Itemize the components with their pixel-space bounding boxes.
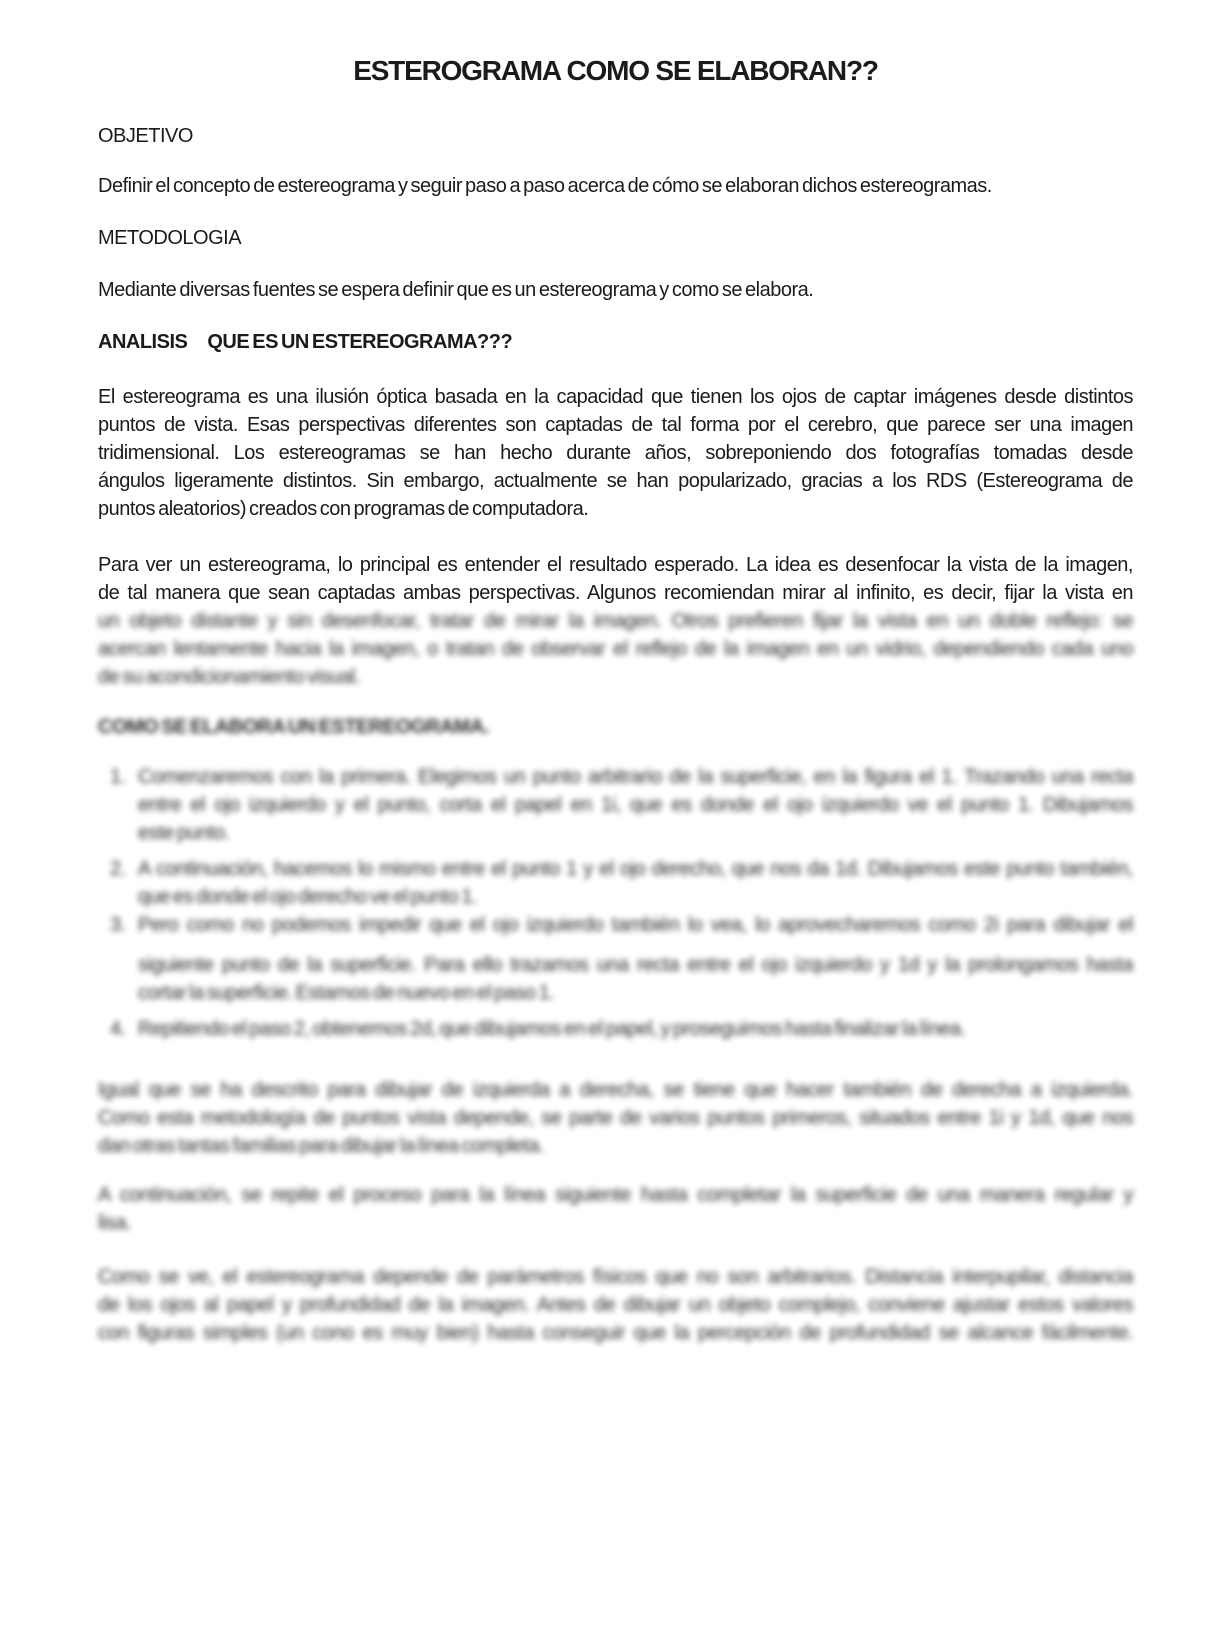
steps-list-blurred [98,763,1133,1043]
text-line: cortar la superficie. Estamos de nuevo en el paso 1. [138,982,555,1004]
text-line: con figuras simples (un cono es muy bien) hasta conseguir que la percepción de profundidad se alcance fácilmente. [98,1322,1133,1344]
text-line: Para ver un estereograma, lo principal es entender el resultado esperado. La idea es desenfocar la vista de la imagen, [98,554,1133,576]
list-item-text [138,763,1133,847]
list-item [98,911,1133,1007]
analisis-label: ANALISIS [98,331,188,353]
blurred-paragraph [98,1263,1133,1347]
text-line: ángulos ligeramente distintos. Sin embargo, actualmente se han popularizado, gracias a los RDS (Estereograma de [98,470,1133,492]
text-line: un objeto distante y sin desenfocar, tratar de mirar la imagen. Otros prefieren fijar la vista en un doble reflejo: se [98,610,1133,632]
list-item-text [138,911,1133,1007]
objetivo-heading: OBJETIVO [98,125,193,147]
list-item [98,855,1133,911]
text-line: Repitiendo el paso 2, obtenemos 2d, que dibujamos en el papel, y proseguimos hasta finalizar la línea. [138,1018,966,1040]
text-line: Como esta metodología de puntos vista depende, se parte de varios puntos primeros, situados entre 1i y 1d, que nos [98,1107,1133,1129]
definition-paragraph [98,383,1133,523]
text-line: puntos de vista. Esas perspectivas diferentes son captadas de tal forma por el cerebro, que parece ser una imagen [98,414,1133,436]
metodologia-paragraph: Mediante diversas fuentes se espera definir que es un estereograma y como se elabora. [98,279,814,301]
blurred-paragraph [98,1181,1133,1237]
text-line: siguiente punto de la superficie. Para ello trazamos una recta entre el ojo izquierdo y 1d y la prolongamos hasta [138,954,1133,976]
text-line: Como se ve, el estereograma depende de parámetros físicos que no son arbitrarios. Distancia interpupilar, distancia [98,1266,1133,1288]
list-item-text [138,1015,1133,1043]
list-item-number: 3. [110,914,126,936]
text-line: dan otras tantas familias para dibujar la línea completa. [98,1135,544,1157]
text-line: Igual que se ha descrito para dibujar de izquierda a derecha, se tiene que hacer también de derecha a izquierda. [98,1079,1133,1101]
list-item-number: 2. [110,858,126,880]
text-line: puntos aleatorios) creados con programas de computadora. [98,498,589,520]
viewing-paragraph-blurred-lines [98,607,1133,691]
document-page [0,54,1224,1638]
analisis-heading [98,328,1133,356]
text-line: Comenzaremos con la primera. Elegimos un punto arbitrario de la superficie, en la figura el 1. Trazando una recta [138,766,1133,788]
text-line: que es donde el ojo derecho ve el punto 1. [138,886,478,908]
blurred-paragraph [98,1076,1133,1160]
analisis-question: QUE ES UN ESTEREOGRAMA??? [207,331,513,353]
text-line: de tal manera que sean captadas ambas perspectivas. Algunos recomiendan mirar al infinito, es decir, fijar la vista en [98,582,1133,604]
list-item-number: 4. [110,1018,126,1040]
text-line: Pero como no podemos impedir que el ojo izquierdo también lo vea, lo aprovecharemos como 2i para dibujar el [138,914,1133,936]
list-item-number: 1. [110,766,126,788]
text-line: este punto. [138,822,230,844]
text-line: entre el ojo izquierdo y el punto, corta el papel en 1i, que es donde el ojo izquierdo ve el punto 1. Dibujamos [138,794,1133,816]
list-item [98,1015,1133,1043]
text-line: tridimensional. Los estereogramas se han hecho durante años, sobreponiendo dos fotografías tomadas desde [98,442,1133,464]
list-item [98,763,1133,847]
viewing-paragraph-clear-lines [98,551,1133,607]
text-line: acercan lentamente hacia la imagen, o tratan de observar el reflejo de la imagen en un vidrio, dependiendo cada uno [98,638,1133,660]
text-line: lisa. [98,1212,132,1234]
como-se-elabora-heading-blurred: COMO SE ELABORA UN ESTEREOGRAMA. [98,716,489,738]
metodologia-heading: METODOLOGIA [98,227,242,249]
text-line: A continuación, hacemos lo mismo entre el punto 1 y el ojo derecho, que nos da 1d. Dibujamos este punto también, [138,858,1133,880]
objetivo-paragraph: Definir el concepto de estereograma y seguir paso a paso acerca de cómo se elaboran dichos estereogramas. [98,175,992,197]
document-title: ESTEROGRAMA COMO SE ELABORAN?? [353,55,878,86]
text-line: El estereograma es una ilusión óptica basada en la capacidad que tienen los ojos de captar imágenes desde distintos [98,386,1133,408]
text-line: A continuación, se repite el proceso para la línea siguiente hasta completar la superficie de una manera regular y [98,1184,1133,1206]
text-line: de los ojos al papel y profundidad de la imagen. Antes de dibujar un objeto complejo, conviene ajustar estos valores [98,1294,1133,1316]
text-line: de su acondicionamiento visual. [98,666,361,688]
viewing-paragraph [98,551,1133,691]
list-item-text [138,855,1133,911]
